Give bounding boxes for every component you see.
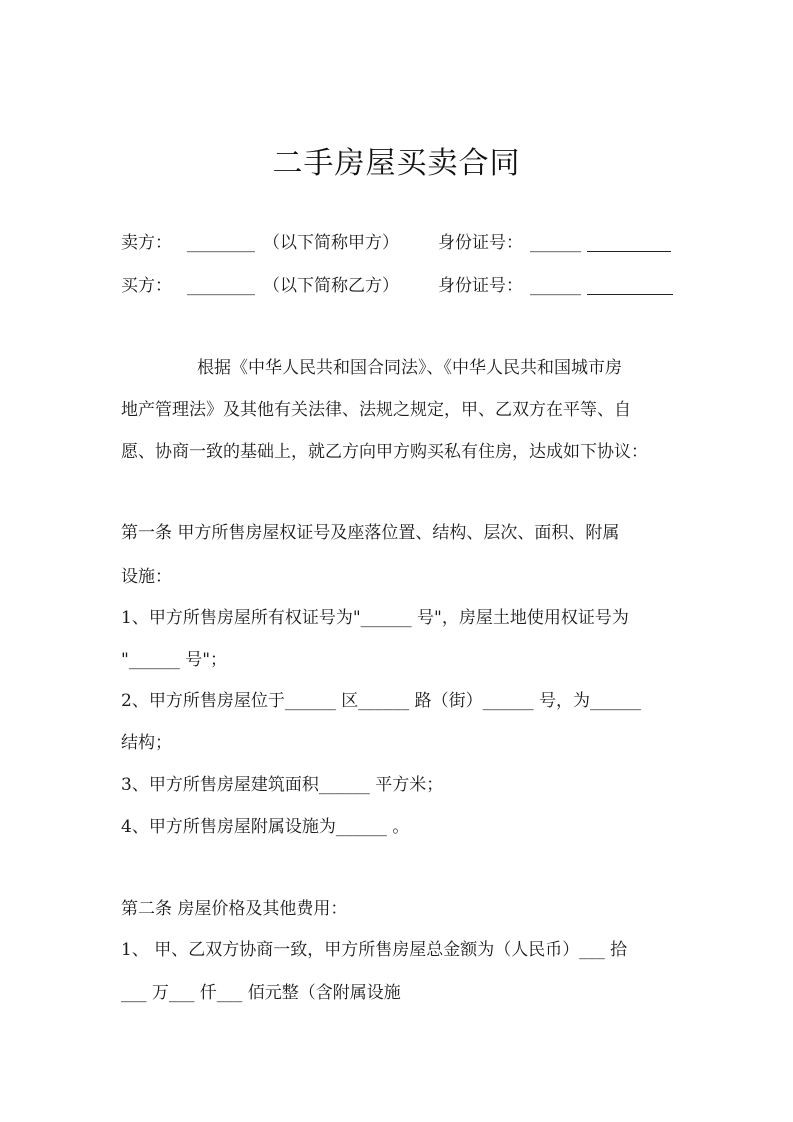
article1-item2-line-1: 2、甲方所售房屋位于______ 区______ 路（街）______ 号，为______ (121, 691, 642, 711)
seller-id-blank: ______ (530, 233, 581, 253)
seller-label: 卖方： (121, 233, 172, 253)
article1-item3: 3、甲方所售房屋建筑面积______ 平方米； (121, 775, 444, 795)
document-title: 二手房屋买卖合同 (272, 146, 521, 181)
article1-heading-line-1: 第一条 甲方所售房屋权证号及座落位置、结构、层次、面积、附属 (121, 523, 620, 543)
article1-item1-line-2: "______ 号"； (121, 650, 228, 670)
buyer-row (121, 274, 681, 298)
seller-id-underline (587, 251, 671, 252)
article1-item1-line-1: 1、甲方所售房屋所有权证号为"______ 号"，房屋土地使用权证号为 (121, 608, 629, 628)
preamble-line-3: 愿、协商一致的基础上，就乙方向甲方购买私有住房，达成如下协议： (121, 442, 648, 462)
article1-item2-line-2: 结构； (121, 733, 172, 753)
buyer-id-underline (587, 294, 673, 295)
article1-heading-line-2: 设施： (121, 567, 172, 587)
buyer-label: 买方： (121, 276, 172, 296)
seller-row (121, 231, 681, 255)
article1-item4: 4、甲方所售房屋附属设施为______ 。 (121, 817, 410, 837)
preamble-line-2: 地产管理法》及其他有关法律、法规之规定，甲、乙双方在平等、自 (121, 400, 631, 420)
seller-id-label: 身份证号： (438, 233, 523, 253)
seller-alias: （以下简称甲方） (263, 233, 399, 253)
buyer-id-label: 身份证号： (438, 276, 523, 296)
article2-item1-line-2: ___ 万___ 仟___ 佰元整（含附属设施 (121, 983, 401, 1003)
preamble-line-1: 根据《中华人民共和国合同法》、《中华人民共和国城市房 (197, 358, 622, 378)
article2-heading: 第二条 房屋价格及其他费用： (121, 899, 348, 919)
buyer-id-blank: ______ (530, 276, 581, 296)
buyer-name-blank: ________ (187, 276, 255, 296)
seller-name-blank: ________ (187, 233, 255, 253)
buyer-alias: （以下简称乙方） (263, 276, 399, 296)
article2-item1-line-1: 1、 甲、乙双方协商一致，甲方所售房屋总金额为（人民币）___ 拾 (121, 940, 628, 960)
